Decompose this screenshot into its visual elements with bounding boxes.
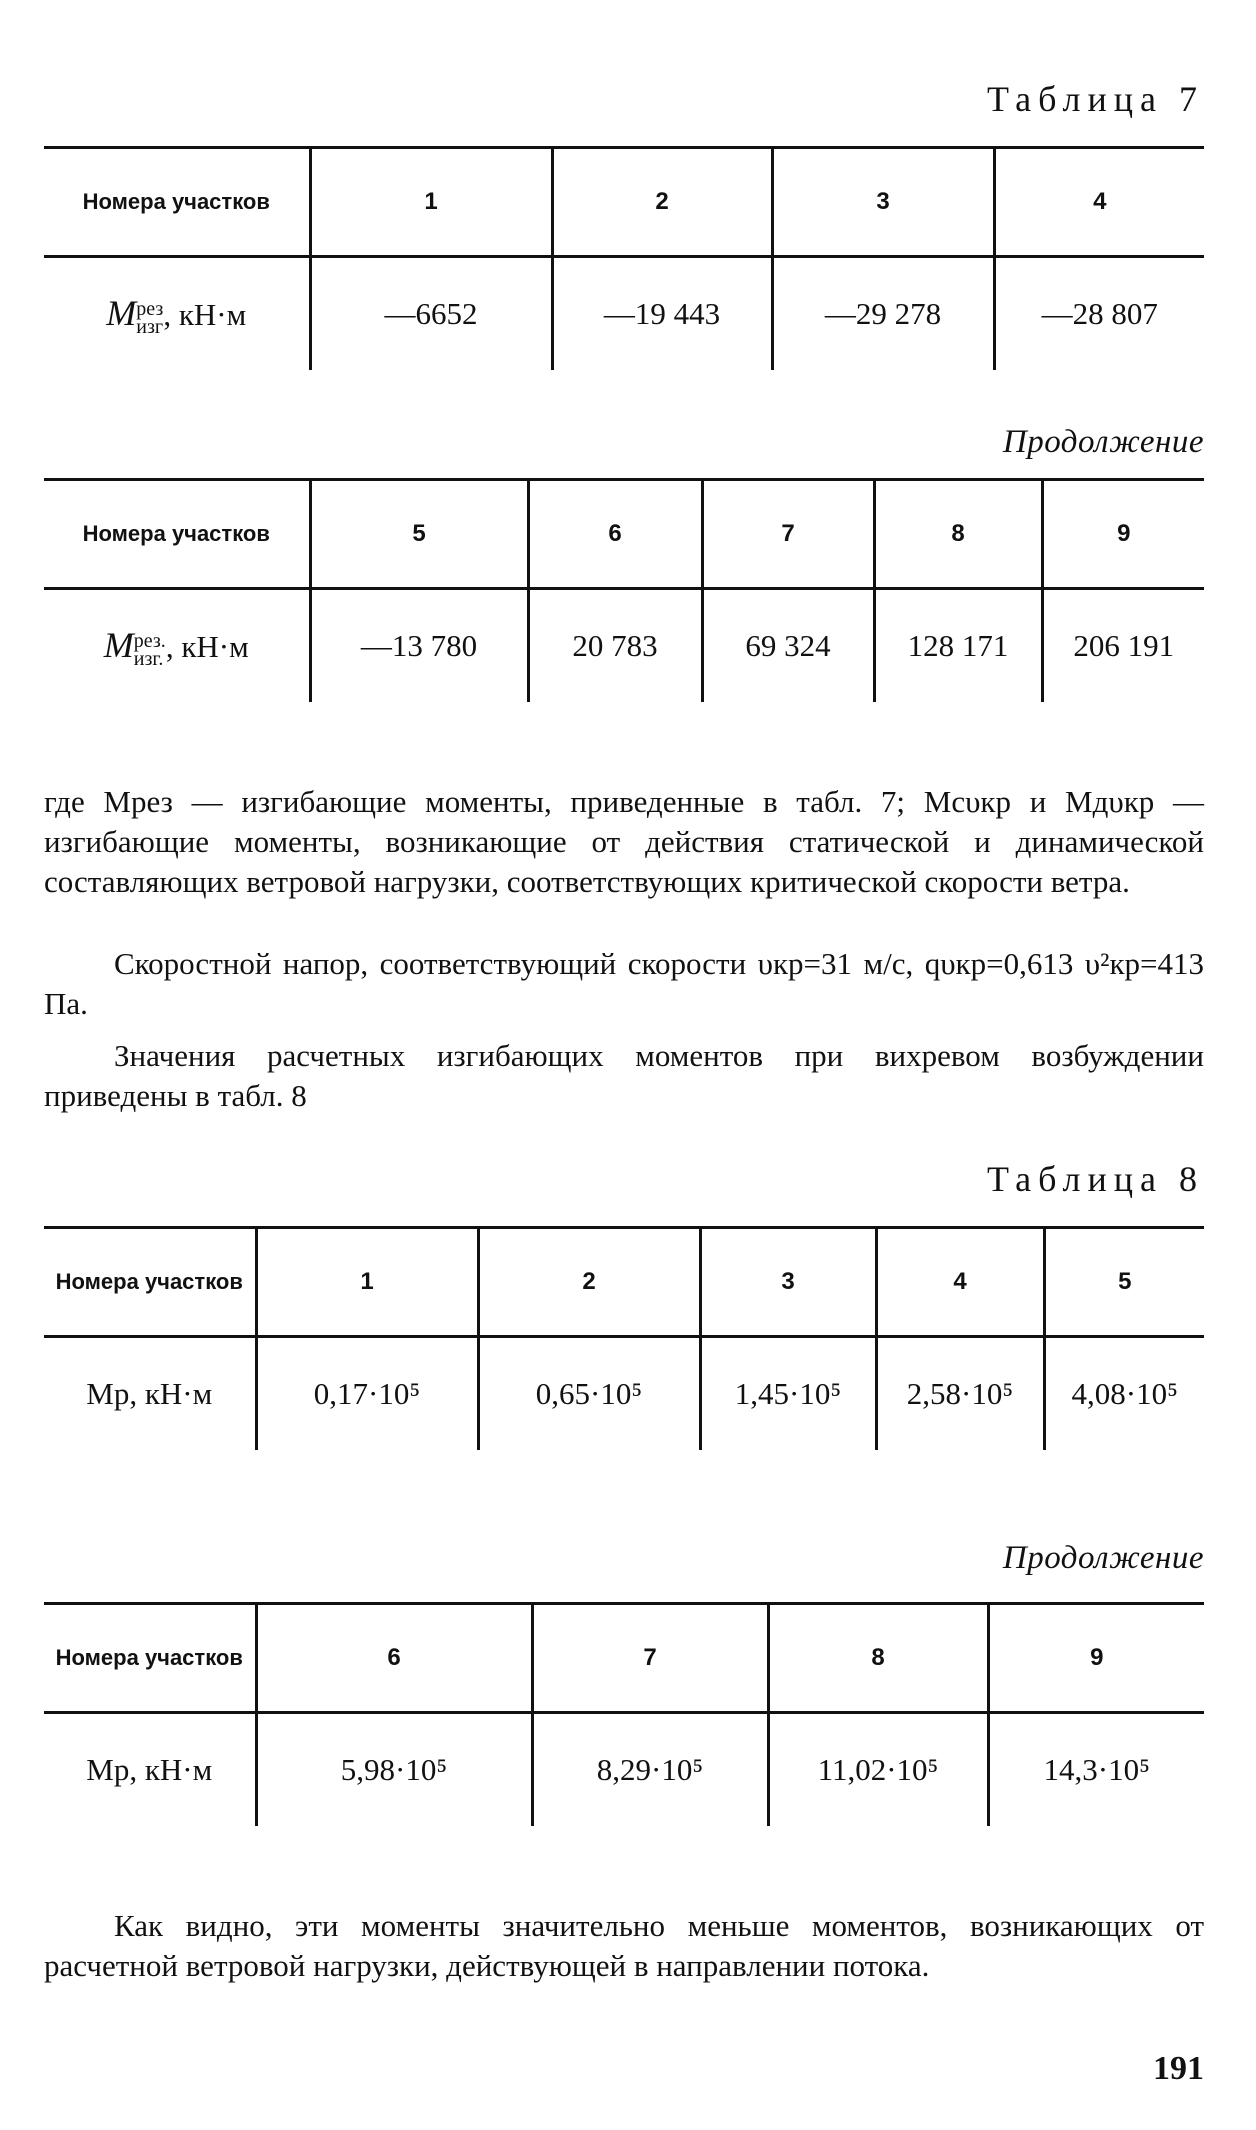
table-row <box>44 1228 1204 1337</box>
header-cell: 7 <box>532 1604 768 1713</box>
table-7-cont-caption: Продолжение <box>1002 424 1204 460</box>
value-cell: 2,58·10⁵ <box>876 1337 1044 1451</box>
value-cell: 206 191 <box>1042 589 1204 703</box>
value-cell: 1,45·10⁵ <box>700 1337 876 1451</box>
header-cell: 4 <box>994 148 1204 257</box>
header-cell: 6 <box>256 1604 532 1713</box>
header-cell: 4 <box>876 1228 1044 1337</box>
table-row <box>44 1604 1204 1713</box>
value-cell: 5,98·10⁵ <box>256 1713 532 1827</box>
table-row <box>44 1713 1204 1827</box>
table-row <box>44 257 1204 371</box>
header-label: Номера участков <box>44 1604 256 1713</box>
table-7-continuation <box>44 478 1204 702</box>
value-cell: —29 278 <box>772 257 994 371</box>
header-cell: 2 <box>478 1228 700 1337</box>
row-label: Mрез. изг., кН·м <box>103 625 249 670</box>
header-cell: 5 <box>1044 1228 1204 1337</box>
value-cell: 11,02·10⁵ <box>768 1713 988 1827</box>
table-row <box>44 589 1204 703</box>
value-cell: 14,3·10⁵ <box>988 1713 1204 1827</box>
table-8-cont-caption: Продолжение <box>1002 1540 1204 1576</box>
header-cell: 9 <box>988 1604 1204 1713</box>
header-cell: 8 <box>768 1604 988 1713</box>
header-label: Номера участков <box>44 1228 256 1337</box>
header-cell: 3 <box>772 148 994 257</box>
header-cell: 3 <box>700 1228 876 1337</box>
table-7-caption: Таблица 7 <box>987 79 1204 119</box>
header-cell: 6 <box>528 480 702 589</box>
table-row <box>44 148 1204 257</box>
header-cell: 1 <box>310 148 552 257</box>
page-number: 191 <box>1153 2050 1204 2087</box>
value-cell: —28 807 <box>994 257 1204 371</box>
header-cell: 8 <box>874 480 1042 589</box>
value-cell: —13 780 <box>310 589 528 703</box>
paragraph-3: Значения расчетных изгибающих моментов при вихревом возбуждении приведены в табл. 8 <box>44 1038 1204 1113</box>
header-label: Номера участков <box>44 480 310 589</box>
header-label: Номера участков <box>44 148 310 257</box>
value-cell: 8,29·10⁵ <box>532 1713 768 1827</box>
value-cell: 0,17·10⁵ <box>256 1337 478 1451</box>
table-8-continuation <box>44 1602 1204 1826</box>
value-cell: —19 443 <box>552 257 772 371</box>
table-7 <box>44 146 1204 370</box>
value-cell: 0,65·10⁵ <box>478 1337 700 1451</box>
table-row <box>44 480 1204 589</box>
header-cell: 5 <box>310 480 528 589</box>
header-cell: 2 <box>552 148 772 257</box>
closing-paragraph: Как видно, эти моменты значительно меньше моментов, возникающих от расчетной ветровой нагрузки, действующей в направлении потока. <box>44 1908 1204 1983</box>
table-row <box>44 1337 1204 1451</box>
header-cell: 1 <box>256 1228 478 1337</box>
value-cell: 128 171 <box>874 589 1042 703</box>
paragraph-2: Скоростной напор, соответствующий скорости υкр=31 м/с, qυкр=0,613 υ²кр=413 Па. <box>44 946 1204 1021</box>
value-cell: 69 324 <box>702 589 874 703</box>
row-label: Mрез изг, кН·м <box>106 293 247 338</box>
paragraph-1: где Мрез — изгибающие моменты, приведенные в табл. 7; Мсυкр и Мдυкр — изгибающие моменты, возникающие от действия статической и динамической составляющих ветровой нагрузки, соответствующих критической скорости ветра. <box>44 784 1204 899</box>
table-8-caption: Таблица 8 <box>987 1159 1204 1199</box>
value-cell: 4,08·10⁵ <box>1044 1337 1204 1451</box>
header-cell: 7 <box>702 480 874 589</box>
table-8 <box>44 1226 1204 1450</box>
value-cell: 20 783 <box>528 589 702 703</box>
value-cell: —6652 <box>310 257 552 371</box>
row-label: Мр, кН·м <box>86 1752 213 1787</box>
row-label: Мр, кН·м <box>86 1376 213 1411</box>
header-cell: 9 <box>1042 480 1204 589</box>
